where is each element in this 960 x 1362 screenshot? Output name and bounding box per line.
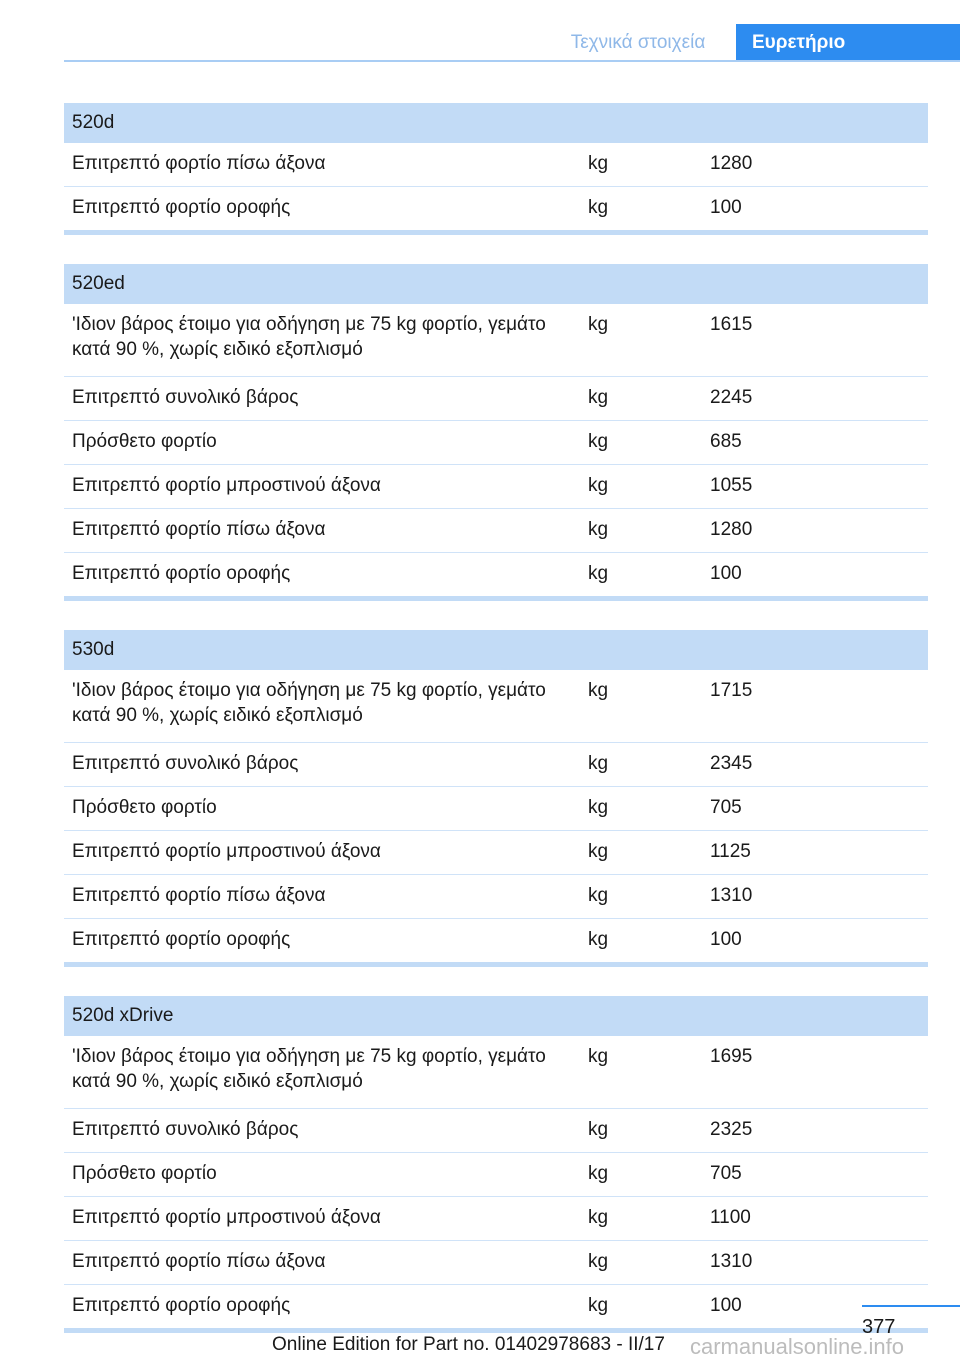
row-unit: kg	[588, 1295, 609, 1316]
row-label: Πρόσθετο φορτίο	[72, 431, 217, 452]
section-title: 530d	[64, 630, 928, 670]
row-unit: kg	[588, 314, 609, 335]
row-value: 1310	[710, 1251, 753, 1272]
row-label: Επιτρεπτό φορτίο οροφής	[72, 197, 291, 218]
watermark: carmanualsonline.info	[690, 1334, 905, 1359]
row-unit: kg	[588, 1119, 609, 1140]
table-row	[64, 187, 928, 235]
table-row	[64, 465, 928, 509]
row-label: Επιτρεπτό φορτίο πίσω άξονα	[72, 153, 326, 174]
row-unit: kg	[588, 475, 609, 496]
section-title: 520d xDrive	[64, 996, 928, 1036]
row-value: 1695	[710, 1046, 753, 1067]
spec-section	[64, 996, 928, 1333]
footer-edition: Online Edition for Part no. 01402978683 - II/17	[272, 1334, 665, 1355]
row-value: 100	[710, 1295, 742, 1316]
row-label: Επιτρεπτό συνολικό βάρος	[72, 753, 299, 774]
row-unit: kg	[588, 1046, 609, 1067]
row-unit: kg	[588, 797, 609, 818]
spec-section	[64, 264, 928, 601]
page-number: 377	[862, 1316, 896, 1338]
row-unit: kg	[588, 1251, 609, 1272]
row-label: Επιτρεπτό φορτίο μπροστινού άξονα	[72, 475, 381, 496]
table-row	[64, 743, 928, 787]
row-unit: kg	[588, 153, 609, 174]
table-row	[64, 1153, 928, 1197]
row-unit: kg	[588, 885, 609, 906]
table-row	[64, 831, 928, 875]
row-label: Επιτρεπτό φορτίο πίσω άξονα	[72, 519, 326, 540]
table-row	[64, 1036, 928, 1109]
table-row	[64, 304, 928, 377]
table-row	[64, 875, 928, 919]
table-row	[64, 787, 928, 831]
row-value: 1100	[710, 1207, 751, 1228]
row-unit: kg	[588, 841, 609, 862]
row-unit: kg	[588, 197, 609, 218]
table-row	[64, 421, 928, 465]
table-row	[64, 143, 928, 187]
row-label: Επιτρεπτό φορτίο μπροστινού άξονα	[72, 841, 381, 862]
row-label: Επιτρεπτό συνολικό βάρος	[72, 1119, 299, 1140]
row-value: 100	[710, 563, 742, 584]
row-value: 2345	[710, 753, 753, 774]
spec-section	[64, 103, 928, 235]
table-row	[64, 377, 928, 421]
table-row	[64, 1285, 928, 1333]
spec-tables	[64, 103, 928, 1362]
table-row	[64, 1241, 928, 1285]
row-unit: kg	[588, 387, 609, 408]
table-row	[64, 1109, 928, 1153]
row-unit: kg	[588, 680, 609, 701]
row-unit: kg	[588, 563, 609, 584]
row-value: 1125	[710, 841, 751, 862]
row-value: 1715	[710, 680, 753, 701]
row-value: 685	[710, 431, 742, 452]
spec-section	[64, 630, 928, 967]
table-row	[64, 553, 928, 601]
row-label: Επιτρεπτό φορτίο οροφής	[72, 929, 291, 950]
row-value: 1310	[710, 885, 753, 906]
row-value: 2325	[710, 1119, 753, 1140]
row-label: 'Ιδιον βάρος έτοιμο για οδήγηση με 75 kg φορτίο, γεμάτο κατά 90 %, χωρίς ειδικό εξοπλισμό	[72, 1046, 546, 1092]
table-row	[64, 670, 928, 743]
row-label: Επιτρεπτό φορτίο πίσω άξονα	[72, 1251, 326, 1272]
row-unit: kg	[588, 519, 609, 540]
page-number-rule	[862, 1305, 960, 1307]
row-unit: kg	[588, 753, 609, 774]
row-label: Επιτρεπτό συνολικό βάρος	[72, 387, 299, 408]
row-label: Πρόσθετο φορτίο	[72, 1163, 217, 1184]
row-value: 1615	[710, 314, 753, 335]
row-value: 1055	[710, 475, 753, 496]
row-value: 1280	[710, 519, 753, 540]
row-value: 100	[710, 197, 742, 218]
row-label: Επιτρεπτό φορτίο πίσω άξονα	[72, 885, 326, 906]
header-divider	[64, 60, 960, 62]
row-label: Πρόσθετο φορτίο	[72, 797, 217, 818]
table-row	[64, 1197, 928, 1241]
row-label: Επιτρεπτό φορτίο μπροστινού άξονα	[72, 1207, 381, 1228]
row-unit: kg	[588, 431, 609, 452]
tab-index[interactable]: Ευρετήριο	[736, 24, 960, 62]
row-label: Επιτρεπτό φορτίο οροφής	[72, 1295, 291, 1316]
row-label: Επιτρεπτό φορτίο οροφής	[72, 563, 291, 584]
tab-technical-data[interactable]: Τεχνικά στοιχεία	[570, 32, 706, 53]
row-label: 'Ιδιον βάρος έτοιμο για οδήγηση με 75 kg φορτίο, γεμάτο κατά 90 %, χωρίς ειδικό εξοπλισμό	[72, 314, 546, 360]
row-value: 705	[710, 1163, 742, 1184]
row-unit: kg	[588, 1163, 609, 1184]
section-title: 520d	[64, 103, 928, 143]
page-header	[0, 0, 960, 62]
table-row	[64, 919, 928, 967]
row-value: 100	[710, 929, 742, 950]
row-value: 705	[710, 797, 742, 818]
section-title: 520ed	[64, 264, 928, 304]
row-unit: kg	[588, 929, 609, 950]
row-label: 'Ιδιον βάρος έτοιμο για οδήγηση με 75 kg φορτίο, γεμάτο κατά 90 %, χωρίς ειδικό εξοπλισμό	[72, 680, 546, 726]
row-unit: kg	[588, 1207, 609, 1228]
row-value: 1280	[710, 153, 753, 174]
table-row	[64, 509, 928, 553]
row-value: 2245	[710, 387, 753, 408]
